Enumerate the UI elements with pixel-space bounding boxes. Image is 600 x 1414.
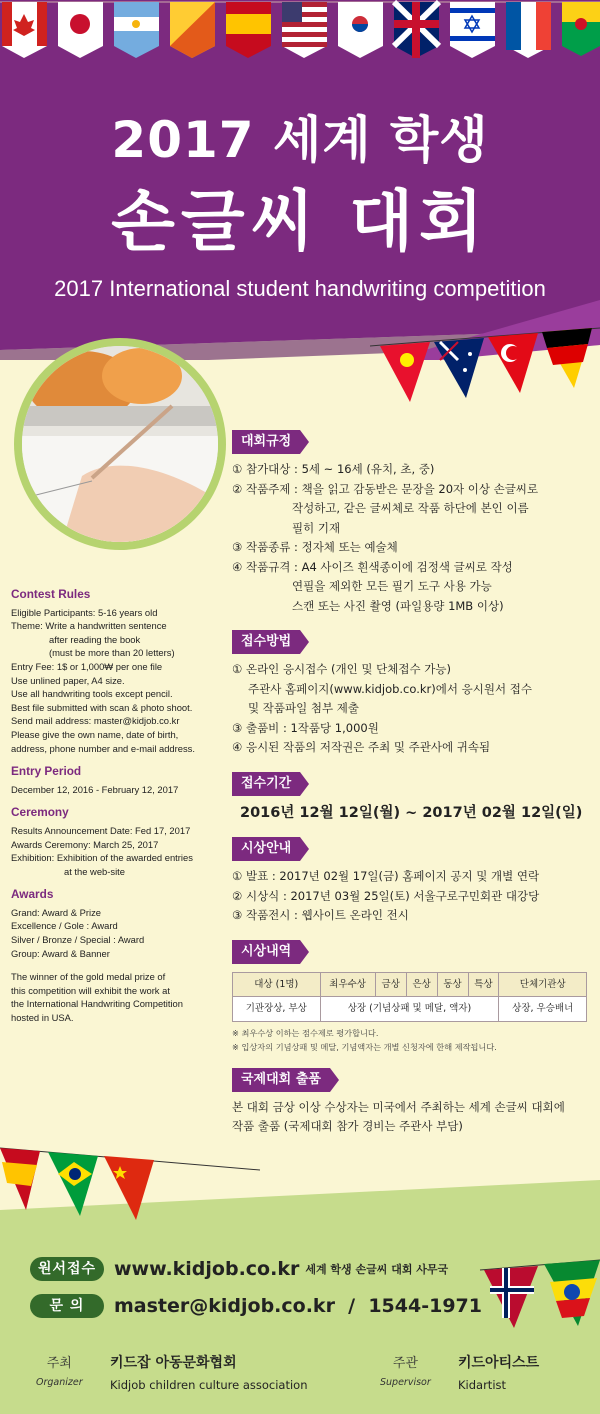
award-note: ※ 최우수상 이하는 점수제로 평가합니다. (232, 1027, 379, 1038)
period-heading: 접수기간 (232, 772, 300, 796)
rule-line: (must be more than 20 letters) (49, 647, 175, 659)
inquiry-contact[interactable]: master@kidjob.co.kr / 1544-1971 (114, 1295, 482, 1317)
submission-item: ① 온라인 응시접수 (개인 및 단체접수 가능) (232, 662, 451, 676)
israel-flag-icon (450, 2, 495, 58)
guinea-bissau-flag-icon (562, 2, 600, 56)
organizer-name: 키드잡 아동문화협회 (110, 1355, 237, 1371)
submission-heading: 접수방법 (232, 630, 300, 654)
flag-bunting-top (0, 0, 600, 60)
rules-section (232, 430, 592, 616)
rules-heading: 대회규정 (232, 430, 300, 454)
submission-item: ③ 출품비 : 1작품당 1,000원 (232, 720, 379, 735)
organizer-role (36, 1352, 83, 1388)
submission-section (232, 630, 592, 758)
gold-medal-note (11, 970, 226, 1024)
ceremony-item: ① 발표 : 2017년 02월 17일(금) 홈페이지 공지 및 개별 연락 (232, 869, 540, 883)
supervisor-name-en: Kidartist (458, 1378, 507, 1392)
spain-flag-icon (226, 2, 271, 58)
rule-item: ① 참가대상 : 5세 ~ 16세 (유치, 초, 중) (232, 462, 435, 476)
awards-heading-kr: 시상내역 (232, 940, 300, 964)
awards-heading: Awards (11, 887, 54, 902)
title-line2: 손글씨 대회 (111, 183, 489, 260)
ceremony-line: Results Announcement Date: Fed 17, 2017 (11, 824, 191, 836)
rule-item: ④ 작품규격 : A4 사이즈 흰색종이에 검정색 글씨로 작성 (232, 559, 513, 574)
handwriting-photo (14, 338, 226, 550)
rule-item: 작성하고, 같은 글씨체로 작품 하단에 본인 이름 (292, 501, 529, 515)
international-section (232, 1068, 592, 1137)
title-line1: 2017 세계 학생 (111, 111, 489, 169)
table-cell: 상장 (기념상패 및 메달, 액자) (320, 997, 499, 1022)
table-header-cell: 금상 (375, 972, 406, 997)
table-header-cell: 최우수상 (320, 972, 375, 997)
ceremony-section (232, 837, 592, 926)
supervisor-name-block (458, 1352, 539, 1392)
turkey-flag-icon (488, 333, 538, 393)
submission-item: ④ 응시된 작품의 저작권은 주최 및 주관사에 귀속됨 (232, 740, 491, 754)
usa-flag-icon (282, 2, 327, 58)
ceremony-block (11, 806, 226, 878)
rule-line: address, phone number and e-mail address. (11, 742, 195, 754)
korean-column (232, 430, 592, 1151)
inquiry-row (30, 1294, 482, 1318)
flag-bunting-middle (370, 320, 600, 410)
france-flag-icon (506, 2, 551, 58)
ceremony-line: Exhibition: Exhibition of the awarded entries (11, 852, 193, 864)
note-line: the International Handwriting Competition (11, 998, 183, 1010)
submission-item: 및 작품파일 첨부 제출 (248, 701, 359, 715)
rule-line: after reading the book (49, 633, 141, 645)
entry-period-block (11, 765, 226, 796)
supervisor-role (380, 1352, 431, 1388)
rule-line: Use unlined paper, A4 size. (11, 674, 125, 686)
note-line: this competition will exhibit the work at (11, 984, 170, 996)
submission-item: 주관사 홈페이지(www.kidjob.co.kr)에서 응시원서 접수 (248, 681, 532, 696)
germany-flag-icon (542, 328, 592, 388)
spain-flag-icon (0, 1148, 40, 1210)
table-header-cell: 동상 (437, 972, 468, 997)
table-row (233, 997, 587, 1022)
table-header-cell: 단체기관상 (499, 972, 587, 997)
apply-office: 세계 학생 손글씨 대회 사무국 (305, 1263, 449, 1276)
international-text: 작품 출품 (국제대회 참가 경비는 주관사 부담) (232, 1119, 463, 1133)
award-note: ※ 입상자의 기념상패 및 메달, 기념액자는 개별 신청자에 한해 제작됩니다. (232, 1041, 497, 1052)
contest-rules-heading: Contest Rules (11, 587, 91, 601)
table-cell: 기관장상, 부상 (233, 997, 321, 1022)
rule-item: 연필을 제외한 모든 필기 도구 사용 가능 (292, 579, 492, 593)
rule-line: Eligible Participants: 5-16 years old (11, 606, 158, 618)
rule-item: ② 작품주제 : 책을 읽고 감동받은 문장을 20자 이상 손글씨로 (232, 481, 539, 496)
uk-flag-icon (394, 2, 439, 58)
rule-line: Use all handwriting tools except pencil. (11, 688, 173, 700)
international-heading: 국제대회 출품 (232, 1068, 330, 1092)
japan-flag-icon (58, 2, 103, 58)
rule-line: Theme: Write a handwritten sentence (11, 620, 167, 632)
contest-rules-block (11, 588, 226, 755)
ceremony-line: at the web-site (64, 865, 125, 877)
english-column (11, 588, 226, 1035)
organizer-name-block (110, 1352, 308, 1392)
apply-row (30, 1257, 448, 1281)
table-header-row (233, 972, 587, 997)
organizer-name-en: Kidjob children culture association (110, 1378, 308, 1392)
rule-item: 스캔 또는 사진 촬영 (파일용량 1MB 이상) (292, 598, 504, 613)
korea-flag-icon (338, 2, 383, 58)
subtitle-english: 2017 International student handwriting competition (54, 276, 546, 301)
supervisor-label: 주관 (392, 1356, 418, 1371)
supervisor-name: 키드아티스트 (458, 1355, 540, 1371)
awards-block (11, 888, 226, 960)
apply-label: 원서접수 (30, 1257, 104, 1281)
apply-url-link[interactable]: www.kidjob.co.kr (114, 1258, 300, 1280)
period-section (232, 772, 592, 824)
note-line: The winner of the gold medal prize of (11, 971, 166, 983)
rule-line: Entry Fee: 1$ or 1,000₩ per one file (11, 660, 163, 672)
inquiry-label: 문 의 (30, 1294, 104, 1318)
rule-line: Best file submitted with scan & photo shoot. (11, 701, 193, 713)
award-line: Excellence / Gole : Award (11, 920, 118, 932)
argentina-flag-icon (114, 2, 159, 58)
rule-item: 필히 기재 (292, 520, 341, 535)
bhutan-flag-icon (170, 2, 215, 58)
supervisor-label-en: Supervisor (380, 1377, 431, 1388)
note-line: hosted in USA. (11, 1012, 74, 1024)
ceremony-heading: Ceremony (11, 805, 69, 820)
award-line: Grand: Award & Prize (11, 906, 101, 918)
entry-period-text: December 12, 2016 - February 12, 2017 (11, 783, 179, 795)
australia-flag-icon (434, 338, 484, 398)
table-cell: 상장, 우승배너 (499, 997, 587, 1022)
ceremony-item: ② 시상식 : 2017년 03월 25일(토) 서울구로구민회관 대강당 (232, 888, 540, 903)
table-header-cell: 은상 (406, 972, 437, 997)
rule-line: Send mail address: master@kidjob.co.kr (11, 715, 180, 727)
rule-item: ③ 작품종류 : 정자체 또는 예술체 (232, 540, 398, 554)
ceremony-line: Awards Ceremony: March 25, 2017 (11, 838, 159, 850)
award-line: Group: Award & Banner (11, 947, 110, 959)
ceremony-item: ③ 작품전시 : 웹사이트 온라인 전시 (232, 908, 409, 922)
canada-flag-icon (2, 2, 47, 58)
period-dates: 2016년 12월 12일(월) ~ 2017년 02월 12일(일) (240, 804, 583, 821)
international-text: 본 대회 금상 이상 수상자는 미국에서 주최하는 세계 손글씨 대회에 (232, 1099, 565, 1114)
ceremony-heading-kr: 시상안내 (232, 837, 300, 861)
rule-line: Please give the own name, date of birth, (11, 728, 179, 740)
entry-period-heading: Entry Period (11, 764, 82, 779)
awards-table (232, 972, 587, 1022)
table-header-cell: 대상 (1명) (233, 972, 321, 997)
kyrgyzstan-flag-icon (380, 342, 430, 402)
organizer-label-en: Organizer (36, 1377, 83, 1388)
award-line: Silver / Bronze / Special : Award (11, 934, 145, 946)
organizer-label: 주최 (46, 1356, 72, 1371)
awards-section (232, 940, 592, 1054)
table-header-cell: 특상 (468, 972, 499, 997)
